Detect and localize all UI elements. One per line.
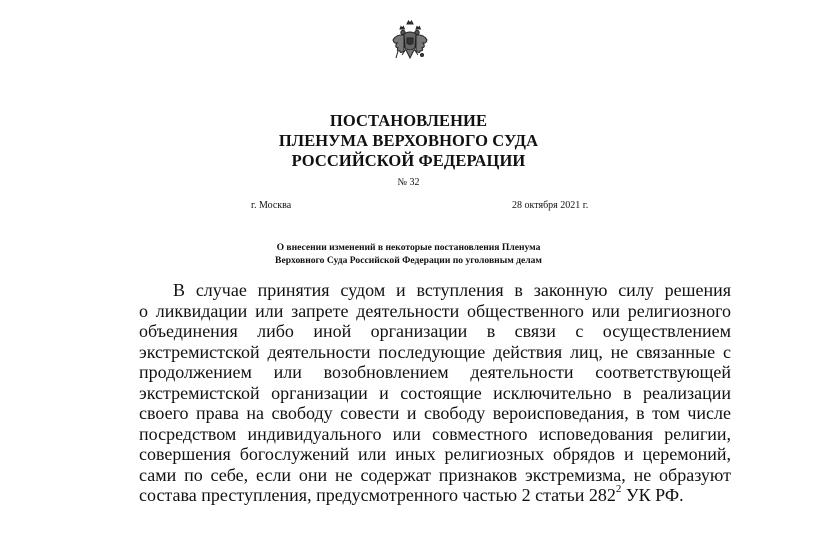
document-body <box>139 280 731 506</box>
document-number: № 32 <box>397 177 420 188</box>
document-title-line-1: ПОСТАНОВЛЕНИЕ <box>329 111 488 130</box>
body-line: своего права на свободу совести и свободу вероисповедания, в том числе <box>139 403 731 423</box>
body-line: посредством индивидуального или совместного исповедования религии, <box>139 423 731 444</box>
coat-of-arms-icon <box>390 20 430 78</box>
body-line: экстремистской деятельности последующие действия лиц, не связанные с <box>139 341 731 362</box>
document-subject-line-1: О внесении изменений в некоторые постановления Пленума <box>276 242 541 253</box>
document-title-line-3: РОССИЙСКОЙ ФЕДЕРАЦИИ <box>291 151 526 170</box>
document-date: 28 октября 2021 г. <box>512 200 589 211</box>
body-last-line-end: УК РФ. <box>621 485 684 505</box>
body-line: о ликвидации или запрете деятельности общественного или религиозного <box>139 300 731 321</box>
document-place: г. Москва <box>251 200 292 211</box>
document-subject-line-2: Верховного Суда Российской Федерации по уголовным делам <box>275 255 542 266</box>
body-last-line <box>139 485 731 506</box>
body-line: сами по себе, если они не содержат признаков экстремизма, не образуют <box>139 464 731 485</box>
body-line: совершения богослужений или иных религиозных обрядов и церемоний, <box>139 444 731 464</box>
article-superscript: 2 <box>615 483 622 495</box>
body-line: объединения либо иной организации в связи с осуществлением <box>139 321 731 341</box>
body-line: продолжением или возобновлением деятельности соответствующей <box>139 362 731 382</box>
body-line: В случае принятия судом и вступления в законную силу решения <box>173 280 731 300</box>
body-line: экстремистской организации и состоящие исключительно в реализации <box>139 382 731 403</box>
body-last-line-text: состава преступления, предусмотренного частью 2 статьи 282 <box>139 485 616 505</box>
document-title-line-2: ПЛЕНУМА ВЕРХОВНОГО СУДА <box>278 131 539 150</box>
